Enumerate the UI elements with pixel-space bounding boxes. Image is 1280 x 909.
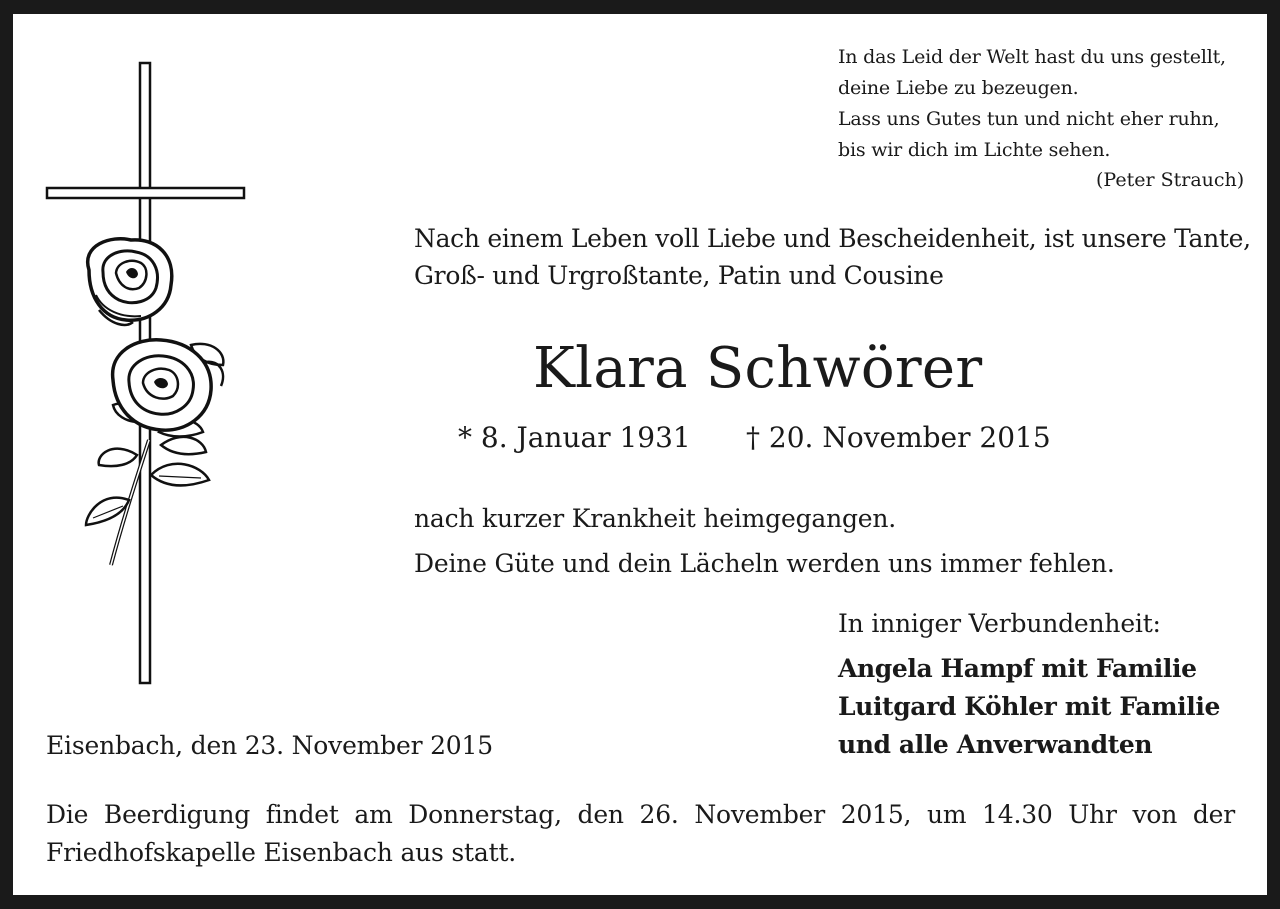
deceased-name: Klara Schwörer bbox=[533, 336, 983, 401]
verse-line: In das Leid der Welt hast du uns gestellt, bbox=[838, 46, 1226, 68]
cross-with-roses-icon bbox=[41, 60, 251, 690]
intro-line-2: Groß- und Urgroßtante, Patin und Cousine bbox=[414, 261, 944, 290]
intro-text bbox=[414, 220, 1251, 294]
verse-line: Lass uns Gutes tun und nicht eher ruhn, bbox=[838, 108, 1220, 130]
birth-date: * 8. Januar 1931 bbox=[458, 421, 691, 454]
verse-line: bis wir dich im Lichte sehen. bbox=[838, 139, 1111, 161]
death-date: † 20. November 2015 bbox=[746, 421, 1051, 454]
body-line-2: Deine Güte und dein Lächeln werden uns immer fehlen. bbox=[414, 549, 1115, 578]
verse-block bbox=[838, 42, 1226, 166]
signer-name: Luitgard Köhler mit Familie bbox=[838, 692, 1220, 721]
funeral-notice: Die Beerdigung findet am Donnerstag, den 26. November 2015, um 14.30 Uhr von der Friedhofskapelle Eisenbach aus statt. bbox=[46, 800, 1235, 867]
verse-line: deine Liebe zu bezeugen. bbox=[838, 77, 1079, 99]
obituary-card bbox=[13, 14, 1267, 895]
signoff-names bbox=[838, 650, 1220, 764]
verse-author: (Peter Strauch) bbox=[1096, 169, 1245, 191]
signoff-lead: In inniger Verbundenheit: bbox=[838, 609, 1161, 638]
intro-line-1: Nach einem Leben voll Liebe und Bescheidenheit, ist unsere Tante, bbox=[414, 224, 1251, 253]
signer-name: Angela Hampf mit Familie bbox=[838, 654, 1197, 683]
body-line-1: nach kurzer Krankheit heimgegangen. bbox=[414, 504, 897, 533]
signer-name: und alle Anverwandten bbox=[838, 730, 1153, 759]
place-date: Eisenbach, den 23. November 2015 bbox=[46, 731, 493, 760]
